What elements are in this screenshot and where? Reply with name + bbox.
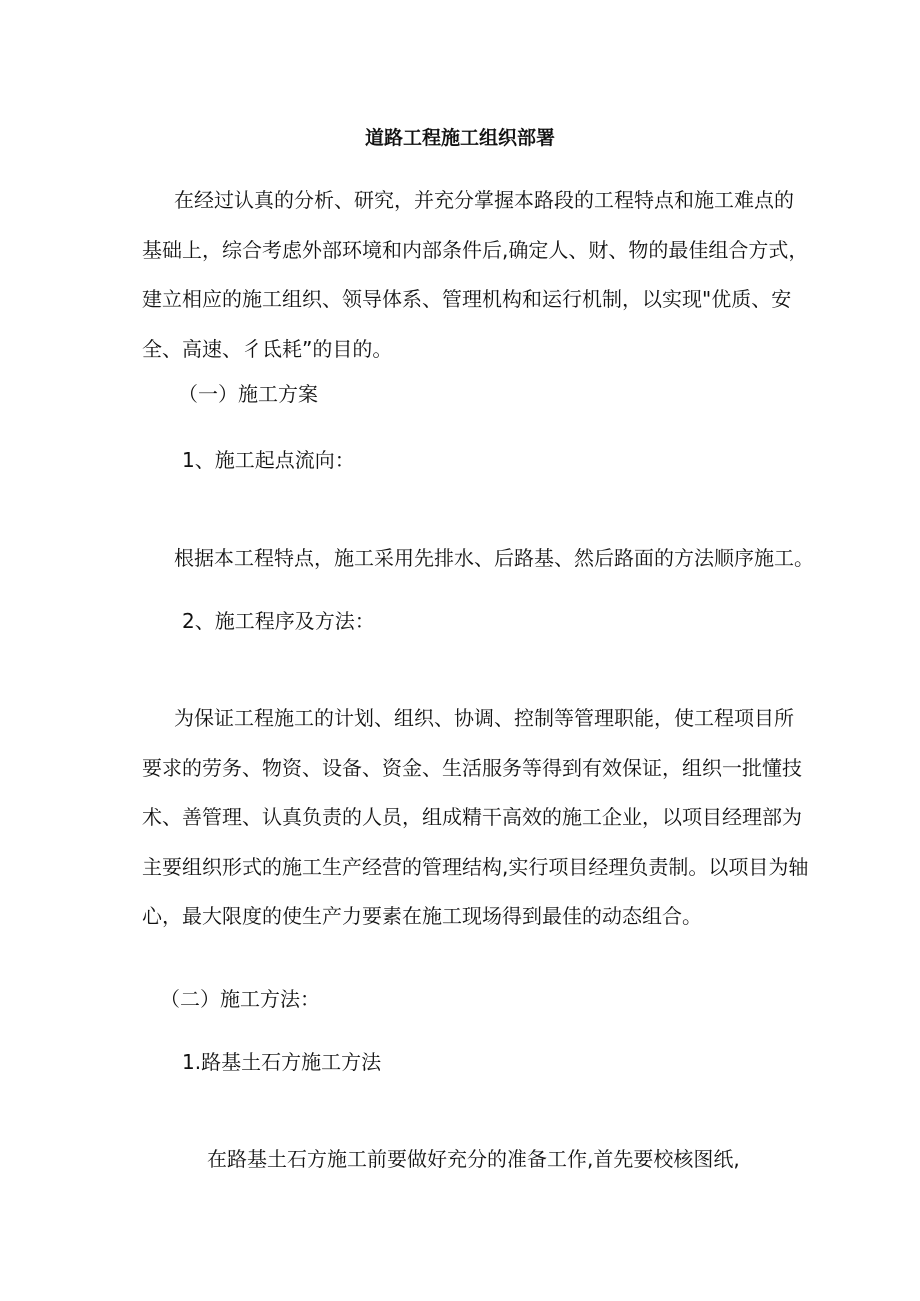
section-heading-construction-methods: （二）施工方法： <box>160 987 320 1011</box>
item-body-procedure: 为保证工程施工的计划、组织、协调、控制等管理职能，使工程项目所要求的劳务、物资、设备、资金、生活服务等得到有效保证，组织一批懂技术、善管理、认真负责的人员，组成精干高效的施工企业，以项目经理部为主要组织形式的施工生产经营的管理结构,实行项目经理负责制。以项目为轴心，最大限度的使生产力要素在施工现场得到最佳的动态组合。 <box>142 706 809 928</box>
item-heading-procedure: 2、施工程序及方法： <box>182 609 375 633</box>
section-heading-construction-plan: （一）施工方案 <box>178 382 318 406</box>
item-heading-starting-point: 1、施工起点流向： <box>182 448 355 472</box>
document-title: 道路工程施工组织部署 <box>364 127 555 149</box>
subsection-body-subgrade: 在路基土石方施工前要做好充分的准备工作,首先要校核图纸, <box>207 1147 740 1171</box>
intro-paragraph: 在经过认真的分析、研究，并充分掌握本路段的工程特点和施工难点的基础上，综合考虑外部环境和内部条件后,确定人、财、物的最佳组合方式，建立相应的施工组织、领导体系、管理机构和运行机制，以实现"优质、安全、高速、彳氐耗”的目的。 <box>142 188 809 361</box>
item-body-starting-point: 根据本工程特点，施工采用先排水、后路基、然后路面的方法顺序施工。 <box>174 546 814 570</box>
subsection-heading-subgrade: 1.路基土石方施工方法 <box>182 1050 382 1074</box>
